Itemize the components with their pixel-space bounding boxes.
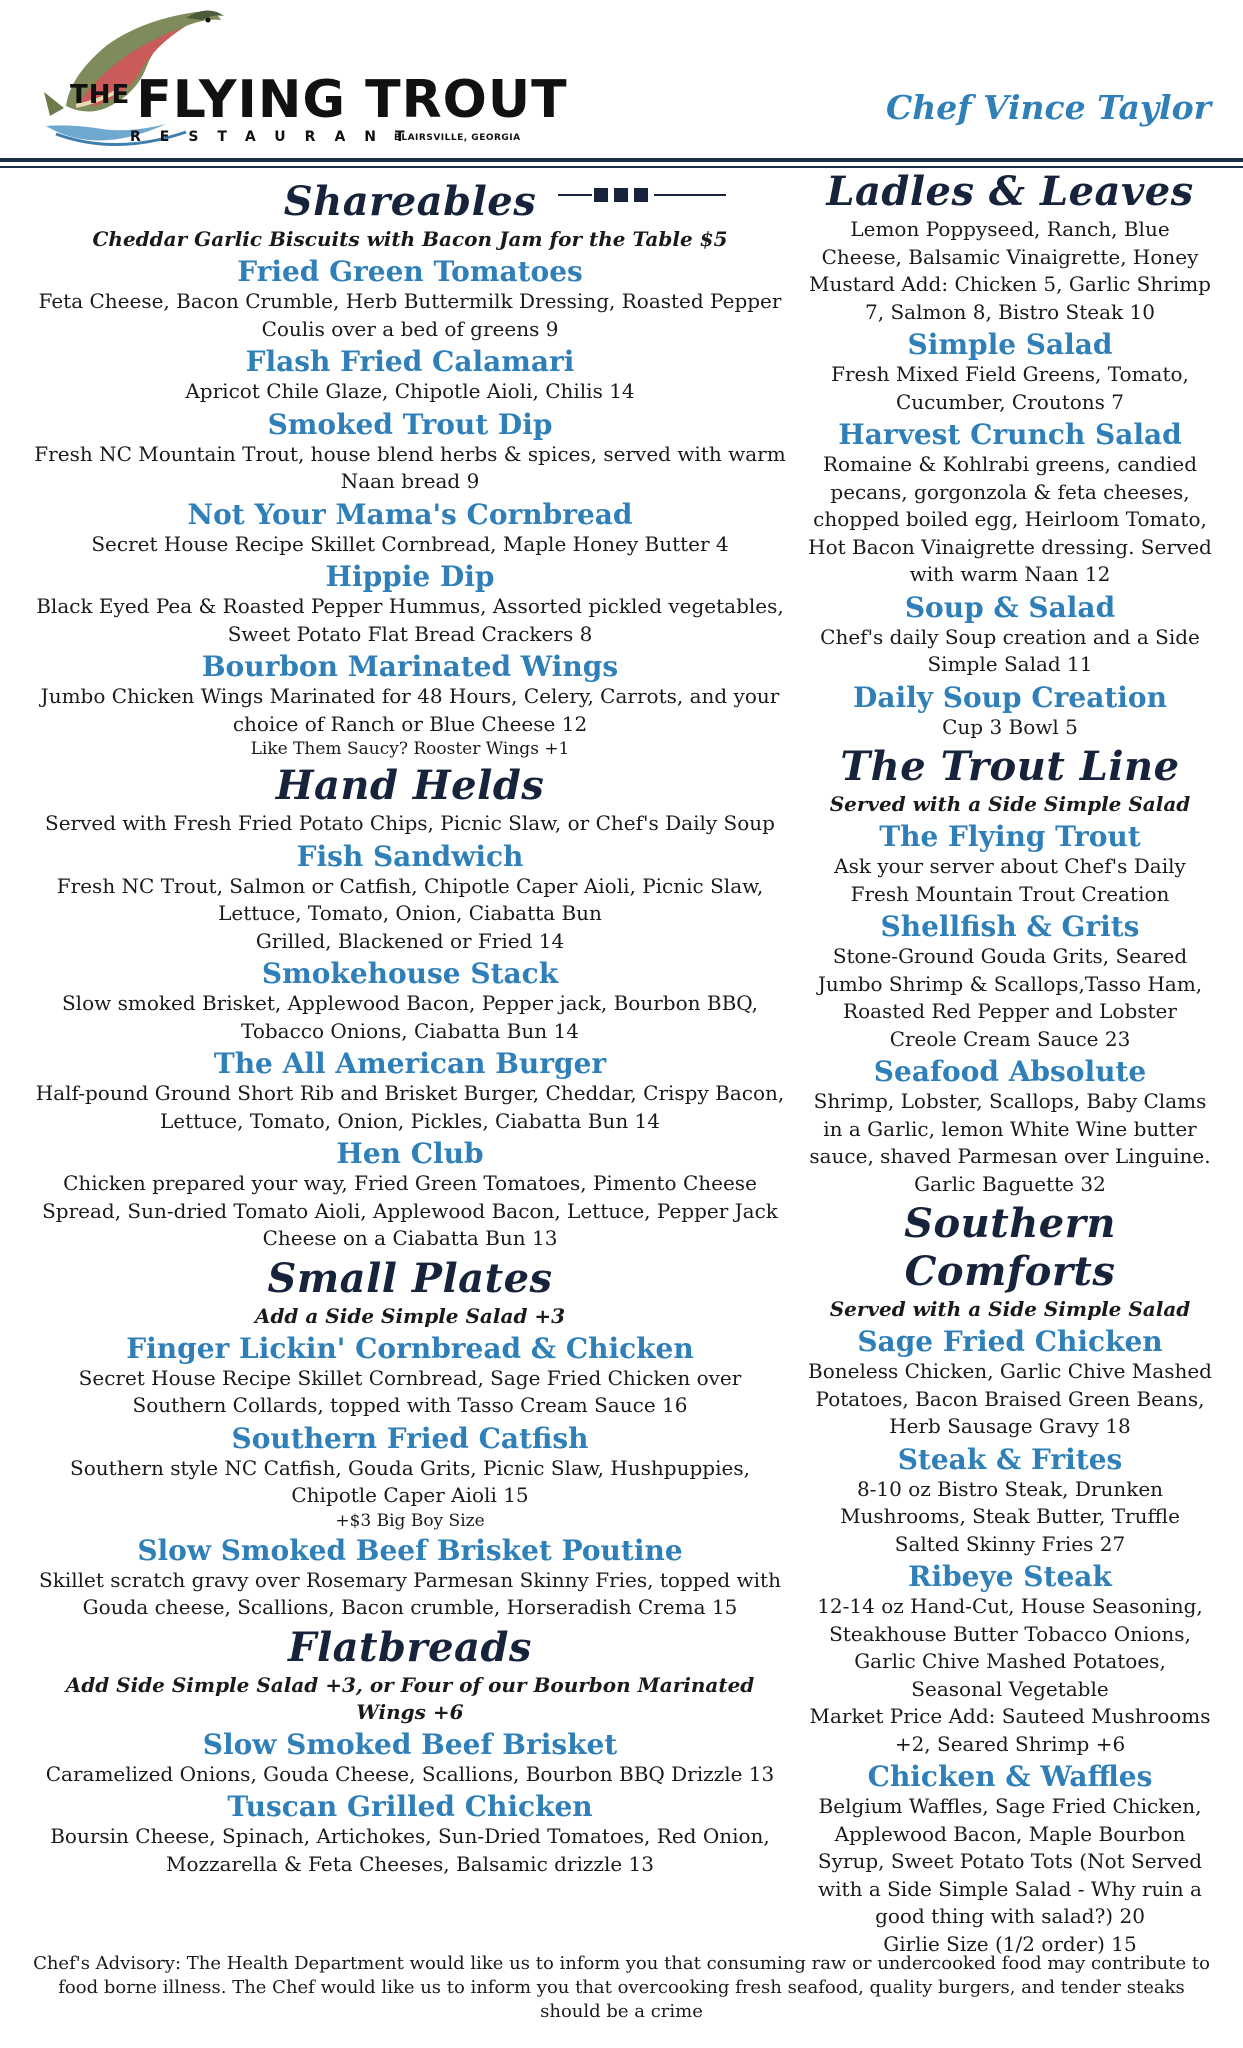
section-title: Southern Comforts — [904, 1200, 1116, 1295]
section-note: Served with a Side Simple Salad — [829, 792, 1191, 816]
section-title: Small Plates — [267, 1254, 553, 1302]
brand-subtitle: RESTAURANT — [130, 129, 424, 145]
section-ladles-leaves — [808, 168, 1212, 741]
item-desc: Boneless Chicken, Garlic Chive Mashed Potatoes, Bacon Braised Green Beans, Herb Sausage Gravy 18 — [808, 1359, 1212, 1438]
item-name: Finger Lickin' Cornbread & Chicken — [126, 1331, 694, 1365]
section-intro: Lemon Poppyseed, Ranch, Blue Cheese, Balsamic Vinaigrette, Honey Mustard Add: Chicken 5, Garlic Shrimp 7, Salmon 8, Bistro Steak 10 — [809, 217, 1211, 324]
item-desc: 12-14 oz Hand-Cut, House Seasoning, Steakhouse Butter Tobacco Onions, Garlic Chive Mashed Potatoes, Seasonal Vegetable — [817, 1594, 1203, 1701]
section-note: Cheddar Garlic Biscuits with Bacon Jam for the Table $5 — [92, 227, 728, 251]
chef-name: Chef Vince Taylor — [886, 88, 1211, 127]
item-desc: Caramelized Onions, Gouda Cheese, Scallions, Bourbon BBQ Drizzle 13 — [45, 1761, 775, 1786]
item-name: The Flying Trout — [879, 820, 1141, 853]
item-desc: Feta Cheese, Bacon Crumble, Herb Buttermilk Dressing, Roasted Pepper Coulis over a bed of greens 9 — [38, 289, 782, 341]
item-desc: Chicken prepared your way, Fried Green Tomatoes, Pimento Cheese Spread, Sun-dried Tomato Aioli, Applewood Bacon, Lettuce, Pepper Jack Cheese on a Ciabatta Bun 13 — [42, 1171, 778, 1250]
item-name: Southern Fried Catfish — [231, 1421, 589, 1455]
item-extra: Like Them Saucy? Rooster Wings +1 — [250, 739, 570, 759]
section-note: Add Side Simple Salad +3, or Four of our Bourbon Marinated Wings +6 — [65, 1672, 755, 1724]
menu-item — [30, 957, 790, 1045]
menu-item — [30, 560, 790, 648]
menu-item — [30, 1332, 790, 1420]
item-name: Smoked Trout Dip — [267, 407, 553, 441]
item-desc: Market Price Add: Sauteed Mushrooms +2, Seared Shrimp +6 — [809, 1704, 1211, 1756]
section-southern-comforts — [808, 1200, 1212, 1958]
item-name: Not Your Mama's Cornbread — [187, 497, 633, 531]
item-desc: Fresh NC Mountain Trout, house blend herbs & spices, served with warm Naan bread 9 — [34, 441, 786, 493]
menu-item — [808, 681, 1212, 742]
menu-item — [808, 328, 1212, 416]
item-desc: Jumbo Chicken Wings Marinated for 48 Hours, Celery, Carrots, and your choice of Ranch or Blue Cheese 12 — [40, 684, 780, 736]
item-desc: Romaine & Kohlrabi greens, candied pecans, gorgonzola & feta cheeses, chopped boiled egg, Heirloom Tomato, Hot Bacon Vinaigrette dressing. Served with warm Naan 12 — [808, 452, 1212, 586]
brand-name: FLYING TROUT — [136, 70, 568, 130]
menu-item — [808, 1560, 1212, 1758]
item-name: Chicken & Waffles — [867, 1760, 1153, 1793]
item-desc: Belgium Waffles, Sage Fried Chicken, Applewood Bacon, Maple Bourbon Syrup, Sweet Potato Tots (Not Served with a Side Simple Salad - Why ruin a good thing with salad?) 20 — [817, 1794, 1203, 1928]
item-name: Daily Soup Creation — [853, 680, 1167, 714]
section-trout-line — [808, 743, 1212, 1198]
item-desc: Girlie Size (1/2 order) 15 — [883, 1931, 1137, 1956]
item-desc: Fresh NC Trout, Salmon or Catfish, Chipotle Caper Aioli, Picnic Slaw, Lettuce, Tomato, Onion, Ciabatta Bun — [56, 873, 764, 925]
section-title: Hand Helds — [275, 762, 545, 809]
item-desc: Southern style NC Catfish, Gouda Grits, Picnic Slaw, Hushpuppies, Chipotle Caper Aioli 15 — [70, 1455, 750, 1507]
menu-item — [30, 345, 790, 406]
menu-item — [808, 418, 1212, 589]
item-name: Harvest Crunch Salad — [838, 418, 1182, 451]
item-name: Soup & Salad — [904, 590, 1116, 624]
item-name: Seafood Absolute — [873, 1055, 1147, 1088]
item-name: Slow Smoked Beef Brisket — [202, 1727, 618, 1761]
item-name: Shellfish & Grits — [880, 910, 1140, 943]
section-small-plates — [30, 1255, 790, 1622]
menu-item — [30, 1534, 790, 1622]
item-desc: Fresh Mixed Field Greens, Tomato, Cucumber, Croutons 7 — [831, 362, 1189, 414]
item-name: Fish Sandwich — [296, 839, 524, 873]
section-title: Flatbreads — [288, 1623, 532, 1671]
item-desc: Skillet scratch gravy over Rosemary Parmesan Skinny Fries, topped with Gouda cheese, Scallions, Bacon crumble, Horseradish Crema 15 — [39, 1567, 781, 1619]
item-desc: Secret House Recipe Skillet Cornbread, Sage Fried Chicken over Southern Collards, topped with Tasso Cream Sauce 16 — [78, 1365, 742, 1417]
menu-item — [30, 255, 790, 343]
menu-item — [30, 1728, 790, 1789]
header — [0, 0, 1243, 160]
menu-item — [808, 1055, 1212, 1198]
item-name: Slow Smoked Beef Brisket Poutine — [137, 1533, 683, 1567]
item-desc: Chef's daily Soup creation and a Side Simple Salad 11 — [820, 624, 1200, 676]
item-name: Tuscan Grilled Chicken — [227, 1790, 593, 1823]
brand-location: BLAIRSVILLE, GEORGIA — [394, 133, 521, 143]
item-name: Hippie Dip — [325, 560, 495, 593]
item-desc: Apricot Chile Glaze, Chipotle Aioli, Chilis 14 — [185, 379, 635, 403]
section-note: Add a Side Simple Salad +3 — [254, 1303, 566, 1328]
item-name: Smokehouse Stack — [261, 957, 559, 990]
menu-item — [30, 840, 790, 956]
menu-item — [30, 1137, 790, 1253]
menu-item — [808, 910, 1212, 1053]
item-name: The All American Burger — [213, 1047, 607, 1080]
item-desc: Black Eyed Pea & Roasted Pepper Hummus, Assorted pickled vegetables, Sweet Potato Flat Bread Crackers 8 — [36, 594, 784, 646]
menu-item — [30, 650, 790, 760]
section-note: Served with Fresh Fried Potato Chips, Picnic Slaw, or Chef's Daily Soup — [45, 811, 775, 835]
item-name: Bourbon Marinated Wings — [201, 650, 619, 683]
item-name: Hen Club — [336, 1137, 484, 1170]
section-title: Ladles & Leaves — [826, 168, 1194, 215]
item-desc: 8-10 oz Bistro Steak, Drunken Mushrooms, Steak Butter, Truffle Salted Skinny Fries 27 — [840, 1476, 1180, 1556]
item-desc: Stone-Ground Gouda Grits, Seared Jumbo Shrimp & Scallops,Tasso Ham, Roasted Red Pepper and Lobster Creole Cream Sauce 23 — [817, 944, 1203, 1051]
item-name: Flash Fried Calamari — [245, 345, 575, 378]
section-note: Served with a Side Simple Salad — [829, 1297, 1191, 1321]
header-divider — [0, 158, 1243, 162]
item-desc: Half-pound Ground Short Rib and Brisket Burger, Cheddar, Crispy Bacon, Lettuce, Tomato, Onion, Pickles, Ciabatta Bun 14 — [35, 1081, 785, 1133]
chef-advisory: Chef's Advisory: The Health Department would like us to inform you that consuming raw or undercooked food may contribute to food borne illness. The Chef would like us to inform you that overcooking fresh seafood, quality burgers, and tender steaks should be a crime — [33, 1953, 1210, 2022]
section-title: The Trout Line — [840, 743, 1180, 790]
item-name: Sage Fried Chicken — [857, 1325, 1163, 1358]
item-desc: Shrimp, Lobster, Scallops, Baby Clams in a Garlic, lemon White Wine butter sauce, shaved Parmesan over Linguine. Garlic Baguette 32 — [809, 1089, 1211, 1196]
menu-item — [808, 1760, 1212, 1958]
item-extra: +$3 Big Boy Size — [335, 1510, 485, 1531]
item-name: Ribeye Steak — [908, 1560, 1112, 1593]
item-name: Fried Green Tomatoes — [237, 255, 583, 288]
right-column — [808, 166, 1212, 1958]
menu-item — [30, 498, 790, 559]
item-name: Simple Salad — [907, 328, 1113, 361]
section-title: Shareables — [283, 178, 537, 225]
item-name: Steak & Frites — [897, 1442, 1123, 1476]
item-desc: Grilled, Blackened or Fried 14 — [255, 928, 565, 953]
item-desc: Slow smoked Brisket, Applewood Bacon, Pepper jack, Bourbon BBQ, Tobacco Onions, Ciabatta Bun 14 — [61, 991, 759, 1043]
section-hand-helds — [30, 762, 790, 1253]
item-desc: Secret House Recipe Skillet Cornbread, Maple Honey Butter 4 — [91, 531, 729, 556]
brand-title — [70, 70, 568, 130]
item-desc: Ask your server about Chef's Daily Fresh Mountain Trout Creation — [834, 854, 1186, 906]
left-column — [30, 176, 790, 1878]
menu-item — [808, 1325, 1212, 1441]
brand-the: THE — [70, 80, 131, 110]
item-desc: Cup 3 Bowl 5 — [942, 714, 1078, 739]
section-shareables — [30, 178, 790, 760]
section-flatbreads — [30, 1624, 790, 1879]
menu-item — [808, 820, 1212, 908]
menu-item — [30, 1422, 790, 1532]
item-desc: Boursin Cheese, Spinach, Artichokes, Sun-Dried Tomatoes, Red Onion, Mozzarella & Feta Cheeses, Balsamic drizzle 13 — [50, 1824, 770, 1876]
menu-item — [30, 1047, 790, 1135]
menu-item — [30, 408, 790, 496]
menu-item — [808, 591, 1212, 679]
menu-item — [30, 1790, 790, 1878]
menu-item — [808, 1443, 1212, 1559]
